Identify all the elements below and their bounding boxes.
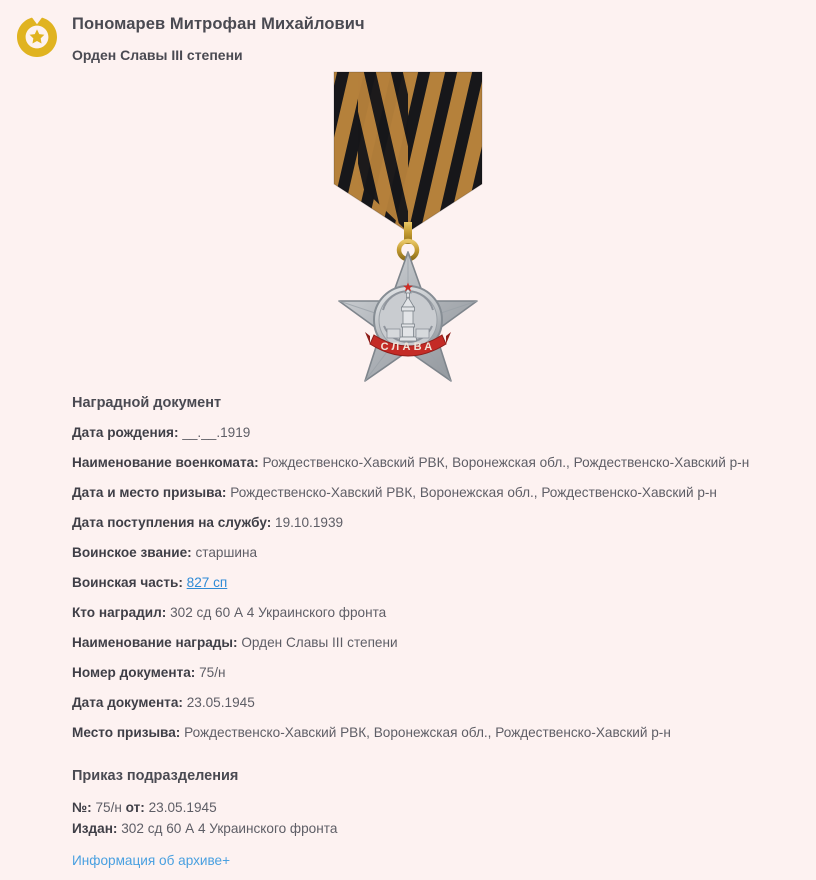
order-section [72, 767, 816, 870]
field-row [72, 425, 816, 441]
award-document-fields [72, 425, 816, 741]
order-date-value: 23.05.1945 [148, 800, 217, 815]
field-label: Дата поступления на службу: [72, 515, 272, 530]
field-label: Место призыва: [72, 725, 181, 740]
field-label: Воинское звание: [72, 545, 192, 560]
field-value: 75/н [199, 665, 226, 680]
field-label: Кто наградил: [72, 605, 167, 620]
field-row-military-unit [72, 575, 816, 591]
field-value: старшина [195, 545, 258, 560]
field-label: Воинская часть: [72, 575, 183, 590]
field-label: Дата и место призыва: [72, 485, 227, 500]
field-label: Дата рождения: [72, 425, 179, 440]
field-label: Дата документа: [72, 695, 183, 710]
field-row [72, 665, 816, 681]
award-title: Орден Славы III степени [72, 47, 243, 63]
field-row [72, 695, 816, 711]
field-label: Номер документа: [72, 665, 196, 680]
field-row [72, 485, 816, 501]
field-value: __.__.1919 [182, 425, 251, 440]
glory-banner-text: СЛАВА [380, 341, 436, 353]
field-value: 302 сд 60 А 4 Украинского фронта [170, 605, 387, 620]
order-number-value: 75/н [95, 800, 122, 815]
award-document-section [0, 394, 816, 870]
field-label: Наименование военкомата: [72, 455, 259, 470]
medal-star-icon [14, 14, 60, 60]
header-text-block [72, 10, 365, 64]
section-divider-space [72, 741, 816, 767]
order-of-glory-medal-image [298, 64, 518, 394]
field-row [72, 455, 816, 471]
order-section-heading: Приказ подразделения [72, 768, 239, 784]
field-row [72, 725, 816, 741]
field-row [72, 605, 816, 621]
field-label: Наименование награды: [72, 635, 238, 650]
archive-info-link[interactable]: Информация об архиве+ [72, 853, 231, 868]
field-row [72, 635, 816, 651]
medal-star [339, 252, 477, 381]
field-value: 19.10.1939 [275, 515, 344, 530]
order-date-label: от: [125, 800, 145, 815]
person-name: Пономарев Митрофан Михайлович [72, 15, 365, 33]
medal-ribbon [298, 64, 518, 244]
military-unit-link[interactable]: 827 сп [186, 575, 228, 590]
field-value: Рождественско-Хавский РВК, Воронежская обл., Рождественско-Хавский р-н [184, 725, 671, 740]
order-issuer-row [72, 819, 816, 838]
field-value: Рождественско-Хавский РВК, Воронежская обл., Рождественско-Хавский р-н [262, 455, 750, 470]
award-document-heading: Наградной документ [72, 395, 222, 411]
field-value: Рождественско-Хавский РВК, Воронежская обл., Рождественско-Хавский р-н [230, 485, 717, 500]
medal-figure [0, 64, 816, 394]
field-row [72, 515, 816, 531]
field-value: 23.05.1945 [186, 695, 255, 710]
field-row [72, 545, 816, 561]
order-issuer-value: 302 сд 60 А 4 Украинского фронта [121, 821, 338, 836]
order-number-label: №: [72, 800, 92, 815]
order-number-row [72, 798, 816, 817]
order-issuer-label: Издан: [72, 821, 118, 836]
page-header [0, 0, 816, 64]
field-value: Орден Славы III степени [241, 635, 398, 650]
